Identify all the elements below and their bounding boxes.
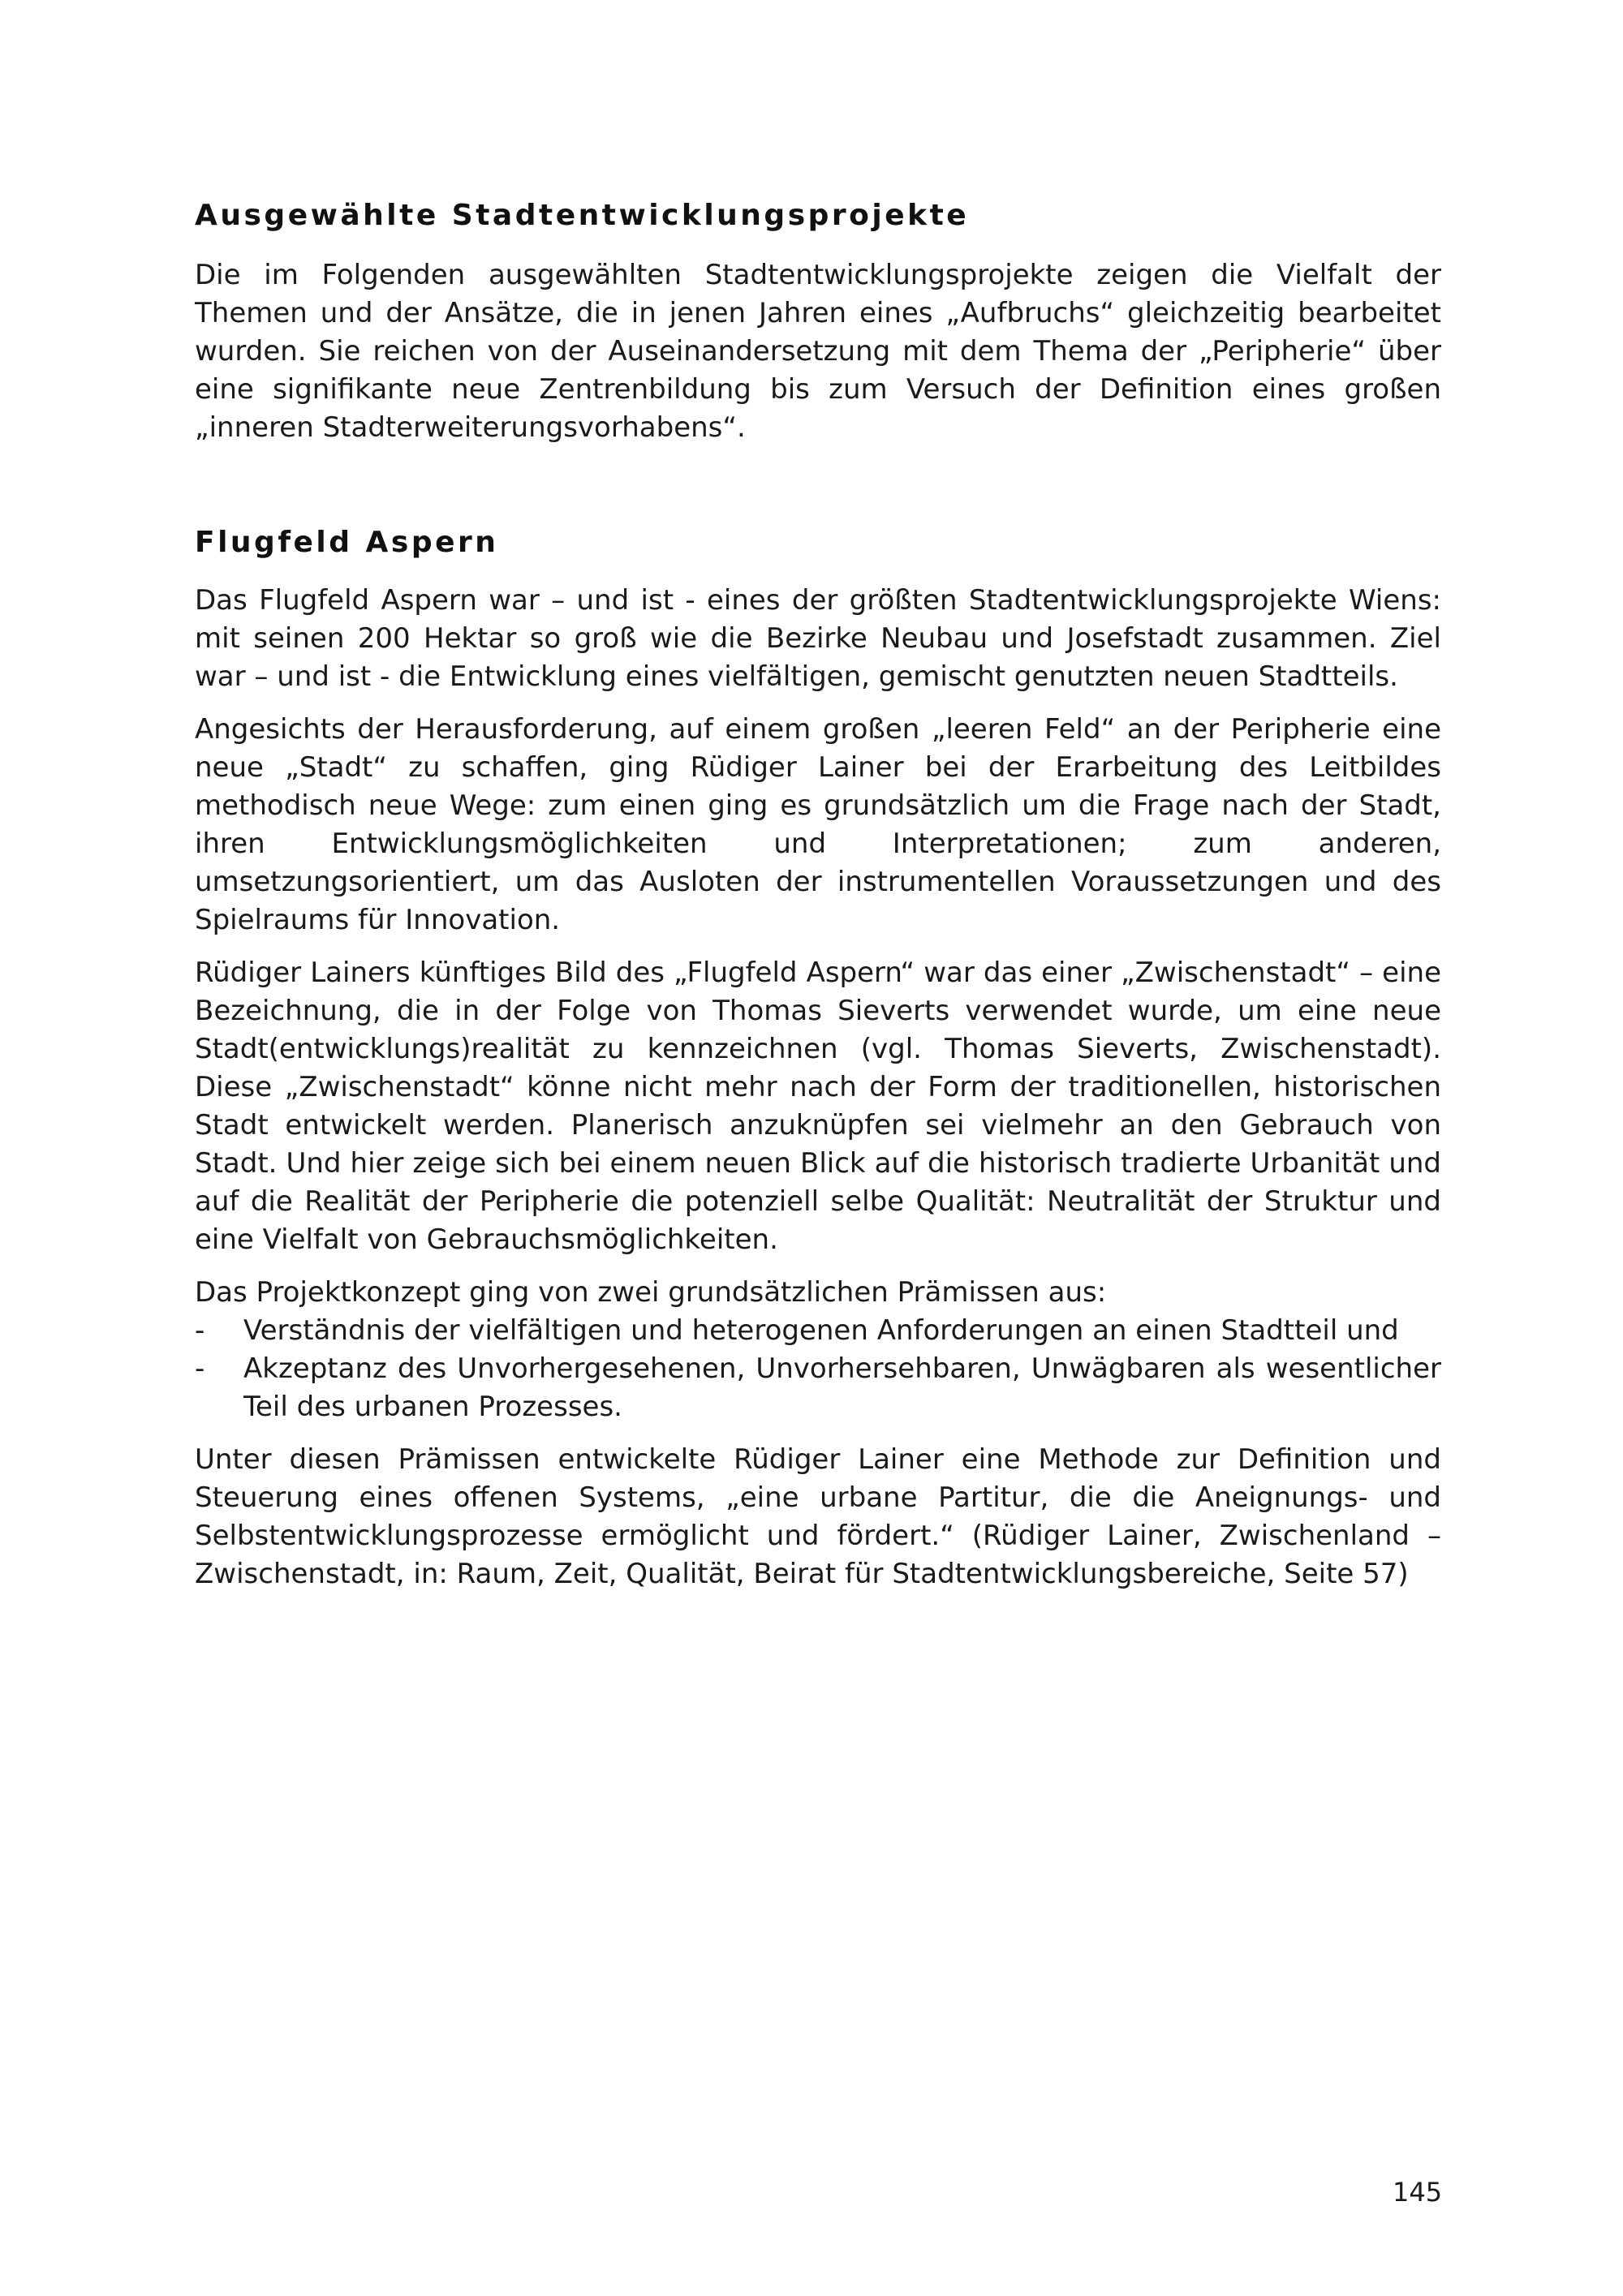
intro-paragraph: Die im Folgenden ausgewählten Stadtentwicklungsprojekte zeigen die Vielfalt der Themen und der Ansätze, die in jenen Jahren eines „Aufbruchs“ gleichzeitig bearbeitet wurden. Sie reichen von der Auseinandersetzung mit dem Thema der „Peripherie“ über eine signifikante neue Zentrenbildung bis zum Versuch der Definition eines großen „inneren Stadterweiterungsvorhabens“. — [195, 259, 1441, 444]
list-item — [195, 1312, 1441, 1350]
section-heading-flugfeld-aspern: Flugfeld Aspern — [195, 526, 499, 559]
premises-list — [195, 1312, 1441, 1426]
dash-bullet: - — [195, 1352, 205, 1385]
paragraph-zwischenstadt: Rüdiger Lainers künftiges Bild des „Flugfeld Aspern“ war das einer „Zwischenstadt“ – eine Bezeichnung, die in der Folge von Thomas Sieverts verwendet wurde, um eine neue Stadt(entwicklungs)realität zu kennzeichnen (vgl. Thomas Sieverts, Zwischenstadt). Diese „Zwischenstadt“ könne nicht mehr nach der Form der traditionellen, historischen Stadt entwickelt werden. Planerisch anzuknüpfen sei vielmehr an den Gebrauch von Stadt. Und hier zeige sich bei einem neuen Blick auf die historisch tradierte Urbanität und auf die Realität der Peripherie die potenziell selbe Qualität: Neutralität der Struktur und eine Vielfalt von Gebrauchsmöglichkeiten. — [195, 957, 1441, 1256]
page-number: 145 — [1393, 2177, 1443, 2208]
section-heading-selected-projects: Ausgewählte Stadtentwicklungsprojekte — [195, 199, 970, 232]
paragraph-aspern-overview: Das Flugfeld Aspern war – und ist - eines der größten Stadtentwicklungsprojekte Wiens: mit seinen 200 Hektar so groß wie die Bezirke Neubau und Josefstadt zusammen. Ziel war – und ist - die Entwicklung eines vielfältigen, gemischt genutzten neuen Stadtteils. — [195, 584, 1441, 693]
list-item-text: Verständnis der vielfältigen und heterogenen Anforderungen an einen Stadtteil und — [243, 1314, 1399, 1347]
document-page — [195, 195, 1441, 1608]
paragraph-challenge: Angesichts der Herausforderung, auf einem großen „leeren Feld“ an der Peripherie eine neue „Stadt“ zu schaffen, ging Rüdiger Lainer bei der Erarbeitung des Leitbildes methodisch neue Wege: zum einen ging es grundsätzlich um die Frage nach der Stadt, ihren Entwicklungsmöglichkeiten und Interpretationen; zum anderen, umsetzungsorientiert, um das Ausloten der instrumentellen Voraussetzungen und des Spielraums für Innovation. — [195, 713, 1441, 936]
paragraph-premises-intro: Das Projektkonzept ging von zwei grundsätzlichen Prämissen aus: — [195, 1276, 1107, 1309]
dash-bullet: - — [195, 1314, 205, 1347]
list-item-text: Akzeptanz des Unvorhergesehenen, Unvorhersehbaren, Unwägbaren als wesentlicher Teil des urbanen Prozesses. — [243, 1352, 1441, 1423]
closing-paragraph: Unter diesen Prämissen entwickelte Rüdiger Lainer eine Methode zur Definition und Steuerung eines offenen Systems, „eine urbane Partitur, die die Aneignungs- und Selbstentwicklungsprozesse ermöglicht und fördert.“ (Rüdiger Lainer, Zwischenland – Zwischenstadt, in: Raum, Zeit, Qualität, Beirat für Stadtentwicklungsbereiche, Seite 57) — [195, 1443, 1441, 1590]
list-item — [195, 1350, 1441, 1426]
